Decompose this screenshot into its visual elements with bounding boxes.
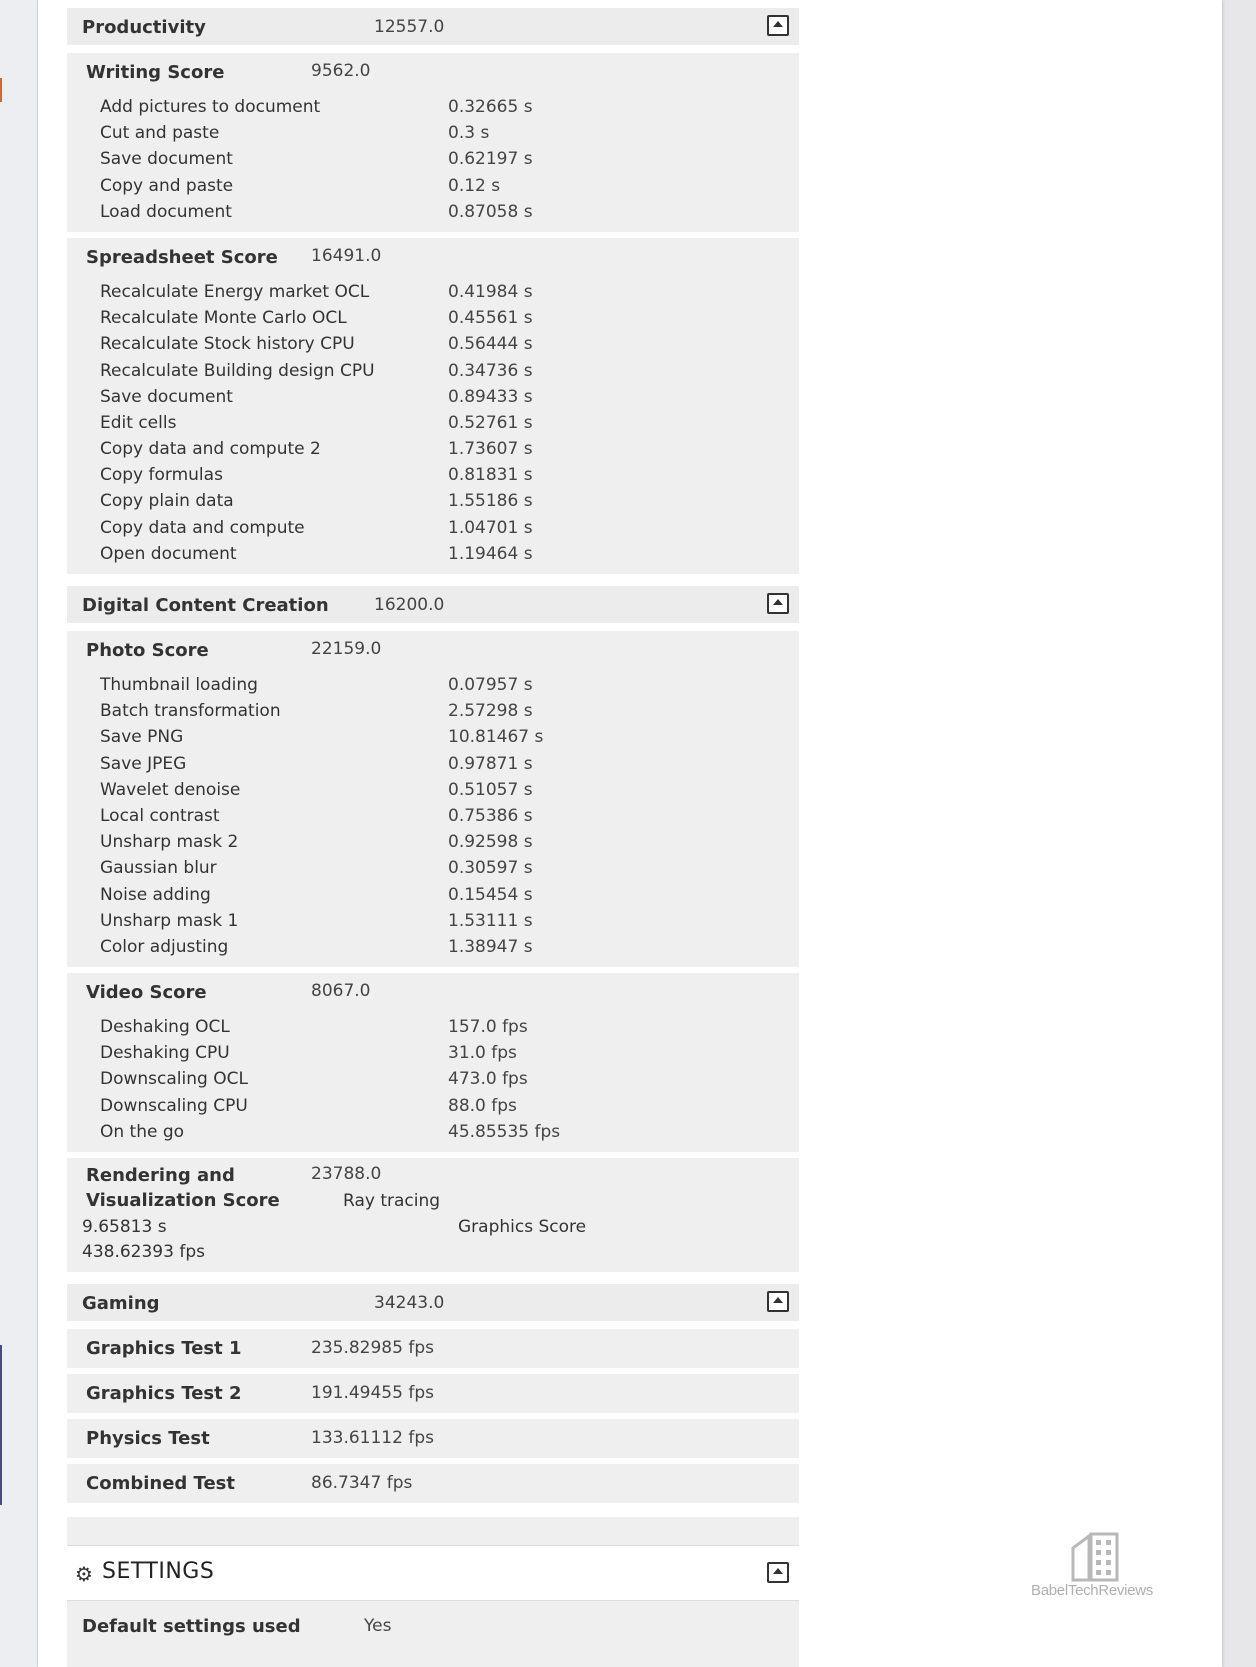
subtest-row	[67, 830, 799, 856]
subtest-row	[67, 699, 799, 725]
subtest-label: Unsharp mask 2	[100, 832, 239, 853]
section-spacer	[67, 1517, 799, 1545]
subscore-title-line: Visualization Score	[86, 1190, 280, 1211]
results-column	[67, 8, 799, 1667]
section-title: Gaming	[82, 1293, 160, 1314]
building-logo-icon	[1069, 1530, 1121, 1582]
subtest-row	[67, 147, 799, 173]
subtest-row	[67, 1120, 799, 1146]
subtest-label: Save PNG	[100, 727, 184, 748]
gaming-test-row	[67, 1329, 799, 1368]
gaming-test-label: Combined Test	[86, 1473, 235, 1494]
subtest-value: 31.0 fps	[448, 1043, 517, 1064]
left-accent-mark	[0, 78, 2, 102]
results-page	[38, 0, 1222, 1667]
gaming-test-label: Graphics Test 2	[86, 1383, 242, 1404]
subtest-label: Deshaking CPU	[100, 1043, 230, 1064]
collapse-up-icon[interactable]	[767, 1562, 789, 1583]
subtest-row	[67, 174, 799, 200]
subtest-list	[67, 639, 799, 961]
subtest-label: Copy formulas	[100, 465, 223, 486]
subtest-row	[67, 856, 799, 882]
gaming-test-value: 235.82985 fps	[311, 1338, 434, 1358]
gaming-test-label: Graphics Test 1	[86, 1338, 242, 1359]
gaming-test-row	[67, 1464, 799, 1503]
subtest-label: On the go	[100, 1121, 185, 1142]
left-accent-mark	[0, 1345, 2, 1505]
subtest-label: Copy plain data	[100, 491, 234, 512]
subscore-title-line: Rendering and	[86, 1165, 235, 1186]
subtest-row	[67, 437, 799, 463]
subtest-label: Cut and paste	[100, 123, 220, 144]
subtest-row	[67, 1094, 799, 1120]
gaming-test-row	[67, 1374, 799, 1413]
section-header-settings	[67, 1545, 799, 1601]
gaming-test-label: Physics Test	[86, 1428, 210, 1449]
subtest-label: Save JPEG	[100, 753, 187, 774]
subtest-label: Downscaling CPU	[100, 1095, 248, 1116]
subtest-label: Load document	[100, 201, 232, 222]
subtest-row	[67, 516, 799, 542]
subtest-label: Noise adding	[100, 884, 211, 905]
subtest-row	[67, 1041, 799, 1067]
collapse-up-icon[interactable]	[767, 1291, 789, 1312]
gaming-test-value: 191.49455 fps	[311, 1383, 434, 1403]
subtest-label: Unsharp mask 1	[100, 910, 239, 931]
subtest-value: 1.19464 s	[448, 543, 533, 564]
settings-row-default	[67, 1601, 799, 1667]
subscore-value: 9562.0	[311, 61, 371, 81]
subscore-title: Writing Score	[86, 62, 225, 83]
subtest-label: Open document	[100, 543, 237, 564]
subtest-row	[67, 935, 799, 961]
subscore-group-writing	[67, 53, 799, 232]
subtest-label: Recalculate Monte Carlo OCL	[100, 308, 347, 329]
subscore-group-video	[67, 973, 799, 1152]
subtest-label: Recalculate Energy market OCL	[100, 281, 370, 302]
subscore-group-photo	[67, 631, 799, 967]
subscore-value: 16491.0	[311, 245, 382, 266]
subtest-value: 157.0 fps	[448, 1017, 528, 1038]
subscore-title: Photo Score	[86, 640, 209, 661]
subtest-value: 473.0 fps	[448, 1069, 528, 1090]
subtest-value: 10.81467 s	[448, 727, 544, 748]
subtest-value: 0.32665 s	[448, 97, 533, 117]
subscore-group-spreadsheet	[67, 238, 799, 574]
subtest-row	[67, 332, 799, 358]
subtest-label: Copy data and compute	[100, 517, 305, 538]
subtest-row	[67, 1067, 799, 1093]
subtest-value: 0.51057 s	[448, 779, 533, 800]
section-title: SETTINGS	[102, 1559, 215, 1584]
subtest-row	[67, 200, 799, 226]
setting-label: Default settings used	[82, 1616, 301, 1637]
graphics-score-label: Graphics Score	[458, 1217, 587, 1237]
watermark-logo	[1031, 1530, 1161, 1602]
subtest-value: 0.89433 s	[448, 386, 533, 407]
subtest-value: 1.38947 s	[448, 936, 533, 957]
left-margin	[0, 0, 38, 1667]
subtest-value: 1.55186 s	[448, 491, 533, 512]
subtest-list	[67, 246, 799, 568]
subtest-value: 0.56444 s	[448, 334, 533, 355]
section-header-gaming	[67, 1284, 799, 1323]
subtest-label: Gaussian blur	[100, 858, 217, 879]
subtest-label: Edit cells	[100, 412, 177, 433]
subtest-label: Color adjusting	[100, 936, 229, 957]
subtest-row	[67, 752, 799, 778]
subtest-value: 1.73607 s	[448, 439, 533, 460]
subtest-label: Local contrast	[100, 805, 220, 826]
subtest-row	[67, 306, 799, 332]
subtest-label: Copy data and compute 2	[100, 439, 321, 460]
subtest-value: 0.97871 s	[448, 753, 533, 774]
subtest-label: Copy and paste	[100, 175, 234, 196]
subtest-value: 0.30597 s	[448, 858, 533, 879]
gaming-test-list	[67, 1329, 799, 1503]
subtest-value: 0.52761 s	[448, 412, 533, 433]
subtest-row	[67, 280, 799, 306]
setting-value: Yes	[364, 1616, 392, 1636]
collapse-up-icon[interactable]	[767, 15, 789, 36]
subtest-label: Recalculate Building design CPU	[100, 360, 375, 381]
section-header-productivity	[67, 8, 799, 47]
subtest-value: 0.41984 s	[448, 281, 533, 302]
subtest-row	[67, 385, 799, 411]
subtest-row	[67, 673, 799, 699]
subtest-value: 0.07957 s	[448, 675, 533, 695]
gear-icon: ⚙	[75, 1562, 93, 1586]
subtest-label: Save document	[100, 386, 233, 407]
watermark-text: BabelTechReviews	[1031, 1582, 1153, 1599]
subtest-label: Save document	[100, 149, 233, 170]
subtest-row	[67, 804, 799, 830]
gaming-test-value: 86.7347 fps	[311, 1473, 413, 1493]
subtest-row	[67, 489, 799, 515]
subscore-group-rendering	[67, 1158, 799, 1272]
subtest-row	[67, 542, 799, 568]
collapse-up-icon[interactable]	[767, 593, 789, 614]
subtest-label: Thumbnail loading	[100, 675, 258, 695]
subtest-row	[67, 121, 799, 147]
subtest-value: 0.45561 s	[448, 308, 533, 329]
subtest-row	[67, 909, 799, 935]
subtest-value: 0.12 s	[448, 175, 501, 196]
graphics-score-value: 438.62393 fps	[82, 1242, 205, 1262]
subtest-value: 1.04701 s	[448, 517, 533, 538]
subtest-row	[67, 883, 799, 909]
section-score: 12557.0	[374, 17, 445, 37]
subtest-value: 1.53111 s	[448, 910, 533, 931]
subtest-label: Add pictures to document	[100, 97, 321, 117]
subtest-label: Deshaking OCL	[100, 1017, 230, 1038]
section-title: Productivity	[82, 17, 206, 38]
subtest-value: 0.92598 s	[448, 832, 533, 853]
subtest-value: 0.34736 s	[448, 360, 533, 381]
ray-tracing-label: Ray tracing	[343, 1191, 441, 1211]
gaming-test-value: 133.61112 fps	[311, 1428, 434, 1448]
subtest-row	[67, 359, 799, 385]
section-title: Digital Content Creation	[82, 595, 329, 616]
subtest-value: 45.85535 fps	[448, 1121, 561, 1142]
ray-tracing-value: 9.65813 s	[82, 1217, 167, 1237]
subscore-value: 22159.0	[311, 639, 382, 659]
section-score: 34243.0	[374, 1293, 445, 1313]
subtest-label: Wavelet denoise	[100, 779, 241, 800]
section-score: 16200.0	[374, 595, 445, 615]
subscore-value: 8067.0	[311, 981, 371, 1002]
subtest-row	[67, 95, 799, 121]
subtest-value: 0.15454 s	[448, 884, 533, 905]
subtest-value: 2.57298 s	[448, 701, 533, 722]
section-header-dcc	[67, 586, 799, 625]
subtest-value: 0.3 s	[448, 123, 490, 144]
subtest-value: 0.75386 s	[448, 805, 533, 826]
subtest-value: 0.81831 s	[448, 465, 533, 486]
gaming-test-row	[67, 1419, 799, 1458]
subtest-row	[67, 411, 799, 437]
subscore-title	[86, 1163, 286, 1213]
subtest-label: Downscaling OCL	[100, 1069, 248, 1090]
subtest-label: Recalculate Stock history CPU	[100, 334, 355, 355]
subtest-value: 0.87058 s	[448, 201, 533, 222]
subscore-title: Video Score	[86, 982, 207, 1004]
subtest-row	[67, 725, 799, 751]
subtest-value: 0.62197 s	[448, 149, 533, 170]
subtest-value: 88.0 fps	[448, 1095, 517, 1116]
subscore-value: 23788.0	[311, 1164, 382, 1184]
subtest-row	[67, 1015, 799, 1041]
subtest-row	[67, 463, 799, 489]
subtest-label: Batch transformation	[100, 701, 281, 722]
subtest-row	[67, 778, 799, 804]
subscore-title: Spreadsheet Score	[86, 246, 278, 268]
